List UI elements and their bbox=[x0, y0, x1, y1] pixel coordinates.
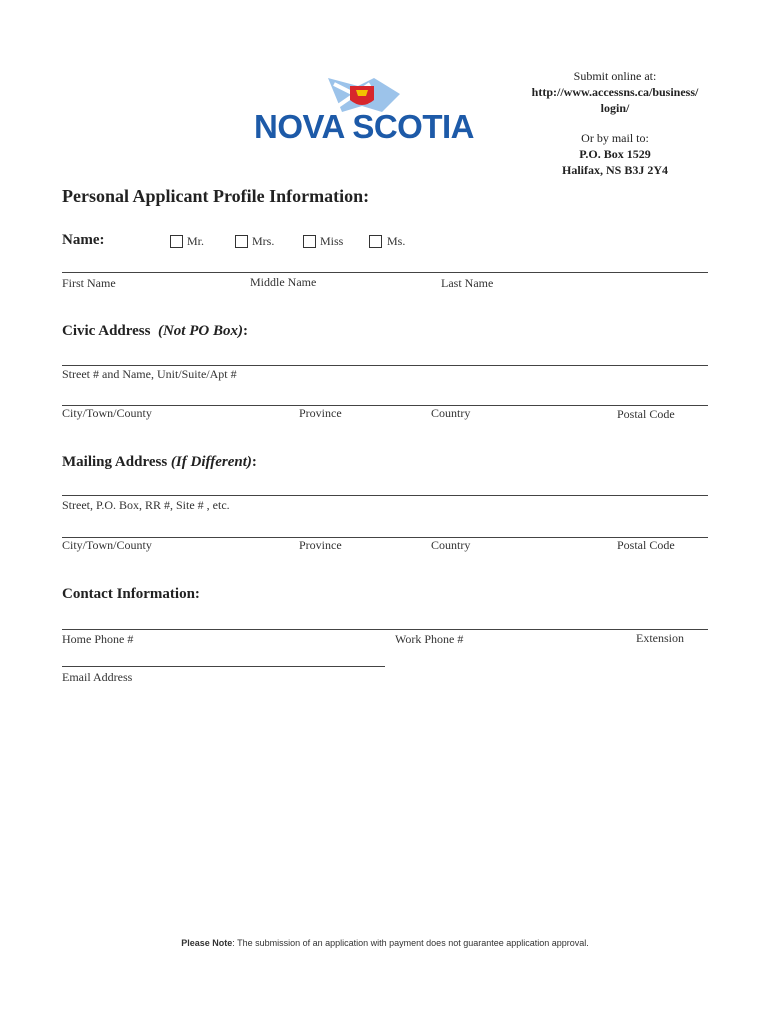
po-box: P.O. Box 1529 bbox=[579, 147, 651, 161]
mailing-title: Mailing Address bbox=[62, 454, 168, 470]
footer-note bbox=[0, 938, 770, 948]
first-name-label: First Name bbox=[62, 276, 116, 290]
checkbox-mr[interactable] bbox=[170, 235, 183, 248]
mailing-colon: : bbox=[251, 454, 257, 470]
civic-province-label: Province bbox=[299, 406, 342, 420]
name-label: Name: bbox=[62, 232, 105, 248]
mailing-street-line[interactable] bbox=[62, 495, 708, 496]
submit-online-label: Submit online at: bbox=[573, 69, 657, 83]
salutation-mrs: Mrs. bbox=[252, 234, 275, 248]
last-name-label: Last Name bbox=[441, 276, 494, 290]
checkbox-mrs[interactable] bbox=[235, 235, 248, 248]
civic-street-label: Street # and Name, Unit/Suite/Apt # bbox=[62, 367, 237, 381]
name-input-line[interactable] bbox=[62, 272, 708, 273]
mailing-postal-label: Postal Code bbox=[617, 538, 675, 552]
nova-scotia-logo bbox=[250, 72, 490, 144]
mailing-street-label: Street, P.O. Box, RR #, Site # , etc. bbox=[62, 498, 230, 512]
checkbox-miss[interactable] bbox=[303, 235, 316, 248]
phone-line[interactable] bbox=[62, 629, 708, 630]
civic-city-line[interactable] bbox=[62, 405, 708, 406]
civic-city-label: City/Town/County bbox=[62, 406, 152, 420]
mailing-province-label: Province bbox=[299, 538, 342, 552]
logo-wordmark: NOVA SCOTIA bbox=[254, 108, 475, 145]
civic-postal-label: Postal Code bbox=[617, 407, 675, 421]
middle-name-label: Middle Name bbox=[250, 275, 317, 289]
mailing-title-note: (If Different) bbox=[170, 454, 252, 470]
mailing-city-line[interactable] bbox=[62, 537, 708, 538]
work-phone-label: Work Phone # bbox=[395, 632, 464, 646]
mailing-country-label: Country bbox=[431, 538, 471, 552]
submission-info bbox=[520, 68, 710, 178]
submit-url-line2[interactable]: login/ bbox=[600, 101, 630, 115]
civic-title-note: (Not PO Box) bbox=[157, 323, 243, 339]
mailing-city-label: City/Town/County bbox=[62, 538, 152, 552]
extension-label: Extension bbox=[636, 631, 684, 645]
contact-heading: Contact Information: bbox=[62, 586, 200, 602]
footer-note-bold: Please Note bbox=[181, 938, 233, 948]
salutation-ms: Ms. bbox=[387, 234, 406, 248]
email-line[interactable] bbox=[62, 666, 385, 667]
city-postal: Halifax, NS B3J 2Y4 bbox=[561, 163, 668, 177]
salutation-miss: Miss bbox=[320, 234, 344, 248]
mail-label: Or by mail to: bbox=[581, 131, 649, 145]
mailing-address-heading bbox=[62, 454, 257, 471]
salutation-mr: Mr. bbox=[187, 234, 205, 248]
civic-country-label: Country bbox=[431, 406, 471, 420]
checkbox-ms[interactable] bbox=[369, 235, 382, 248]
civic-colon: : bbox=[242, 323, 248, 339]
civic-street-line[interactable] bbox=[62, 365, 708, 366]
submit-url-line1[interactable]: http://www.accessns.ca/business/ bbox=[531, 85, 699, 99]
email-label: Email Address bbox=[62, 670, 133, 684]
footer-note-text: : The submission of an application with payment does not guarantee application approval. bbox=[232, 938, 589, 948]
form-title: Personal Applicant Profile Information: bbox=[62, 186, 370, 206]
civic-title: Civic Address bbox=[62, 323, 151, 339]
civic-address-heading bbox=[62, 323, 248, 340]
home-phone-label: Home Phone # bbox=[62, 632, 134, 646]
